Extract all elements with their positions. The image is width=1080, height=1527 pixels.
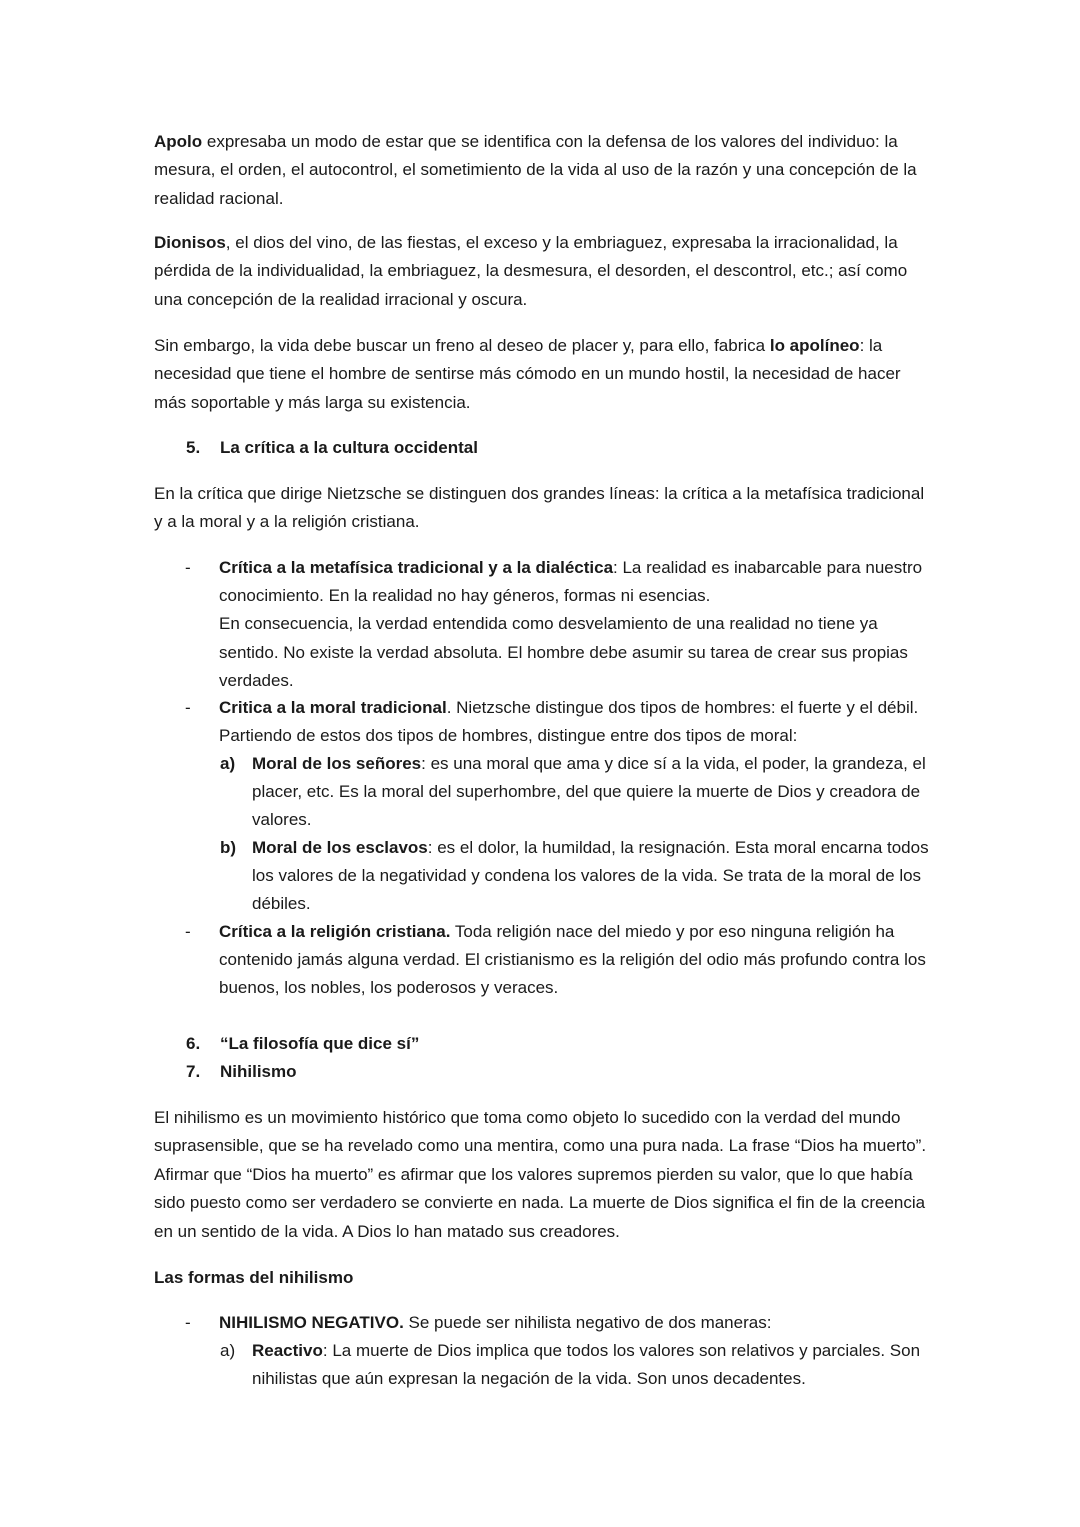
moral-b-text: : es el dolor, la humildad, la resignación. Esta moral encarna todos los valores de la negatividad y condena los valores de la vida. Se trata de la moral de los débiles. [252, 838, 929, 914]
term-religion: Crítica a la religión cristiana. [219, 922, 451, 941]
bullet-marker: - [185, 698, 191, 717]
list-item-moral-a [220, 750, 942, 835]
list-item-nihilismo-negativo [185, 1309, 939, 1337]
list-item-reactivo [220, 1337, 942, 1393]
sin-embargo-text-before: Sin embargo, la vida debe buscar un freno al deseo de placer y, para ello, fabrica [154, 336, 770, 355]
term-nihilismo-negativo: NIHILISMO NEGATIVO. [219, 1313, 404, 1332]
section-number: 6. [186, 1034, 201, 1053]
term-moral: Critica a la moral tradicional [219, 698, 447, 717]
paragraph-nihilismo [154, 1104, 934, 1246]
section-title: Nihilismo [220, 1062, 297, 1081]
section-heading-6 [186, 1030, 419, 1058]
section-title: “La filosofía que dice sí” [220, 1034, 420, 1053]
term-apolo: Apolo [154, 132, 203, 151]
reactivo-text: : La muerte de Dios implica que todos los valores son relativos y parciales. Son nihilistas que aún expresan la negación de la vida. Son unos decadentes. [252, 1341, 921, 1389]
list-marker-b: b) [220, 838, 237, 857]
moral-text: . Nietzsche distingue dos tipos de hombres: el fuerte y el débil. Partiendo de estos dos tipos de hombres, distingue entre dos tipos de moral: [219, 698, 919, 746]
bullet-marker: - [185, 1313, 191, 1332]
list-item-metafisica [185, 554, 939, 695]
list-item-religion [185, 918, 939, 1003]
term-moral-senores: Moral de los señores [252, 754, 422, 773]
term-metafisica: Crítica a la metafísica tradicional y a la dialéctica [219, 558, 614, 577]
section-number: 5. [186, 438, 201, 457]
subheading-text: Las formas del nihilismo [154, 1268, 354, 1287]
subheading-formas-nihilismo [154, 1264, 934, 1292]
term-reactivo: Reactivo [252, 1341, 323, 1360]
bullet-marker: - [185, 558, 191, 577]
metafisica-text-2: En consecuencia, la verdad entendida como desvelamiento de una realidad no tiene ya sentido. No existe la verdad absoluta. El hombre debe asumir su tarea de crear sus propias verdades. [219, 614, 908, 690]
section-heading-7 [186, 1058, 297, 1086]
list-marker-a: a) [220, 754, 236, 773]
nihilismo-text: El nihilismo es un movimiento histórico que toma como objeto lo sucedido con la verdad del mundo suprasensible, que se ha revelado como una mentira, como una pura nada. La frase “Dios ha muerto”. Afirmar que “Dios ha muerto” es afirmar que los valores supremos pierden su valor, que lo que había sido puesto como ser verdadero se convierte en nada. La muerte de Dios significa el fin de la creencia en un sentido de la vida. A Dios lo han matado sus creadores. [154, 1108, 927, 1241]
list-item-moral [185, 694, 939, 750]
section-title: La crítica a la cultura occidental [220, 438, 478, 457]
term-moral-esclavos: Moral de los esclavos [252, 838, 428, 857]
dionisos-text: , el dios del vino, de las fiestas, el exceso y la embriaguez, expresaba la irracionalidad, la pérdida de la individualidad, la embriaguez, la desmesura, el desorden, el descontrol, etc.; así como una concepción de la realidad irracional y oscura. [154, 233, 908, 309]
paragraph-sin-embargo [154, 332, 934, 417]
metafisica-text: : La realidad es inabarcable para nuestro conocimiento. En la realidad no hay géneros, formas ni esencias. [219, 558, 923, 606]
bullet-marker: - [185, 922, 191, 941]
paragraph-critica-intro [154, 480, 934, 537]
moral-a-text: : es una moral que ama y dice sí a la vida, el poder, la grandeza, el placer, etc. Es la moral del superhombre, del que quiere la muerte de Dios y creadora de valores. [252, 754, 926, 830]
critica-intro-text: En la crítica que dirige Nietzsche se distinguen dos grandes líneas: la crítica a la metafísica tradicional y a la moral y a la religión cristiana. [154, 484, 925, 532]
term-lo-apolineo: lo apolíneo [769, 336, 860, 355]
negativo-text: Se puede ser nihilista negativo de dos maneras: [403, 1313, 772, 1332]
section-heading-5 [186, 434, 478, 462]
section-number: 7. [186, 1062, 201, 1081]
list-marker-a: a) [220, 1341, 236, 1360]
paragraph-apolo [154, 128, 934, 213]
sin-embargo-text-after: : la necesidad que tiene el hombre de sentirse más cómodo en un mundo hostil, la necesidad de hacer más soportable y más larga su existencia. [154, 336, 901, 412]
paragraph-dionisos [154, 229, 934, 314]
apolo-text: expresaba un modo de estar que se identifica con la defensa de los valores del individuo: la mesura, el orden, el autocontrol, el sometimiento de la vida al uso de la razón y una concepción de la realidad racional. [154, 132, 917, 208]
term-dionisos: Dionisos [154, 233, 226, 252]
religion-text: Toda religión nace del miedo y por eso ninguna religión ha contenido jamás alguna verdad. El cristianismo es la religión del odio más profundo contra los buenos, los nobles, los poderosos y veraces. [219, 922, 926, 998]
list-item-moral-b [220, 834, 942, 919]
